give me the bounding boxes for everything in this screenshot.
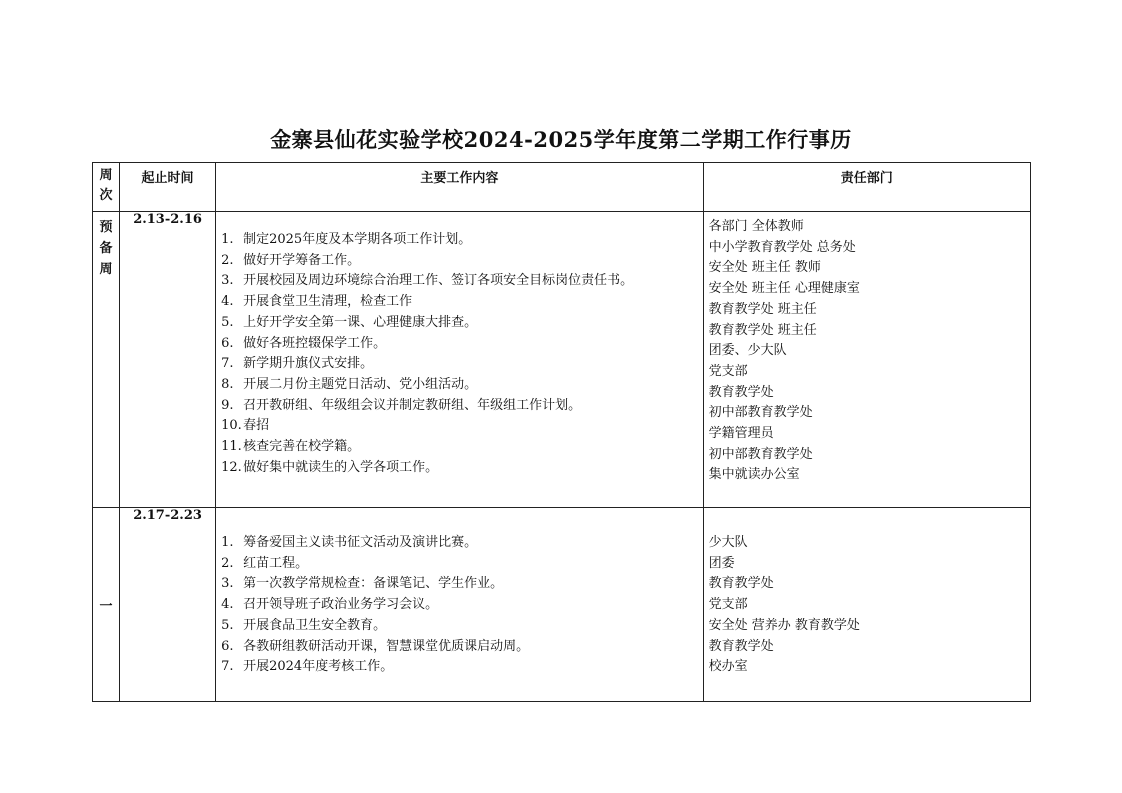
table-row — [93, 508, 1031, 702]
work-item-text: 核查完善在校学籍。 — [243, 439, 361, 455]
work-item-number: 4. — [221, 597, 234, 613]
work-item-number: 1. — [221, 232, 234, 247]
work-item-number: 12. — [221, 459, 242, 475]
date-cell: 2.17-2.23 — [120, 508, 216, 702]
work-item-text: 开展二月份主题党日活动、党小组活动。 — [243, 376, 478, 392]
content-cell — [216, 212, 704, 508]
work-item — [216, 313, 703, 334]
dept-item: 团委、少大队 — [708, 343, 787, 359]
work-item-number: 5. — [221, 617, 234, 633]
work-item-text: 红苗工程。 — [243, 555, 309, 571]
header-week-label: 周 次 — [99, 168, 113, 203]
dept-item: 党支部 — [708, 363, 748, 379]
work-item-number: 4. — [221, 294, 234, 310]
dept-list — [704, 217, 1030, 486]
dept-item: 少大队 — [708, 535, 748, 550]
work-item-text: 开展校园及周边环境综合治理工作、签订各项安全目标岗位责任书。 — [243, 273, 634, 289]
work-item — [216, 354, 703, 375]
dept-item: 安全处 班主任 心理健康室 — [708, 281, 860, 297]
work-item — [216, 396, 703, 417]
work-item — [216, 251, 703, 272]
dept-item: 各部门 全体教师 — [708, 219, 804, 234]
week-label: 预 备 周 — [99, 220, 113, 277]
dept-item: 教育教学处 — [708, 384, 774, 400]
dept-item: 教育教学处 班主任 — [708, 301, 817, 317]
dept-cell — [703, 508, 1030, 702]
table-header-row — [93, 163, 1031, 212]
dept-item: 安全处 班主任 教师 — [708, 260, 821, 276]
work-item-number: 1. — [221, 535, 234, 550]
work-item-number: 6. — [221, 335, 234, 351]
work-item-list — [216, 533, 703, 678]
work-item — [216, 533, 703, 554]
calendar-table — [92, 162, 1031, 702]
dept-list — [704, 533, 1030, 678]
work-item-text: 开展食堂卫生清理，检查工作 — [243, 294, 413, 310]
dept-item: 党支部 — [708, 597, 748, 613]
work-item-number: 3. — [221, 273, 234, 289]
header-date-label: 起止时间 — [141, 171, 194, 186]
work-item-text: 做好各班控辍保学工作。 — [243, 335, 387, 351]
dept-item: 中小学教育教学处 总务处 — [708, 239, 856, 255]
work-item-number: 9. — [221, 397, 234, 413]
work-item — [216, 271, 703, 292]
work-item-number: 6. — [221, 638, 234, 654]
dept-item: 学籍管理员 — [708, 426, 774, 442]
work-item-number: 8. — [221, 376, 234, 392]
dept-item: 教育教学处 班主任 — [708, 322, 817, 338]
work-item-text: 做好集中就读生的入学各项工作。 — [243, 459, 439, 475]
work-item-number: 5. — [221, 314, 234, 330]
work-item-text: 制定2025年度及本学期各项工作计划。 — [243, 232, 472, 247]
header-content-label: 主要工作内容 — [420, 171, 499, 186]
header-dept — [703, 163, 1030, 212]
work-item-text: 开展2024年度考核工作。 — [243, 659, 394, 675]
work-item-number: 3. — [221, 576, 234, 592]
dept-cell — [703, 212, 1030, 508]
work-item — [216, 230, 703, 251]
header-dept-label: 责任部门 — [840, 171, 893, 186]
work-item-number: 2. — [221, 555, 234, 571]
content-cell — [216, 508, 704, 702]
dept-item: 校办室 — [708, 659, 748, 675]
dept-item: 安全处 营养办 教育教学处 — [708, 617, 860, 633]
dept-item: 初中部教育教学处 — [708, 446, 813, 462]
work-item-text: 春招 — [243, 418, 270, 434]
work-item — [216, 437, 703, 458]
work-item-text: 第一次教学常规检查：备课笔记、学生作业。 — [243, 576, 504, 592]
week-cell — [93, 212, 120, 508]
header-content — [216, 163, 704, 212]
work-item — [216, 416, 703, 437]
work-item — [216, 554, 703, 575]
work-item-number: 7. — [221, 356, 234, 372]
work-item — [216, 595, 703, 616]
work-item — [216, 574, 703, 595]
work-item — [216, 657, 703, 678]
dept-item: 教育教学处 — [708, 576, 774, 592]
work-item-number: 11. — [221, 439, 242, 455]
work-item — [216, 616, 703, 637]
work-item-text: 召开教研组、年级组会议并制定教研组、年级组工作计划。 — [243, 397, 582, 413]
work-item-text: 开展食品卫生安全教育。 — [243, 617, 387, 633]
work-item-text: 召开领导班子政治业务学习会议。 — [243, 597, 439, 613]
work-item-number: 10. — [221, 418, 242, 434]
dept-item: 教育教学处 — [708, 638, 774, 654]
work-item — [216, 637, 703, 658]
dept-item: 团委 — [708, 555, 735, 571]
week-cell: 一 — [93, 508, 120, 702]
dept-item: 初中部教育教学处 — [708, 405, 813, 421]
table-row — [93, 212, 1031, 508]
work-item — [216, 375, 703, 396]
work-item — [216, 292, 703, 313]
work-item-text: 做好开学筹备工作。 — [243, 252, 361, 268]
work-item-number: 7. — [221, 659, 234, 675]
work-item-text: 各教研组教研活动开课，智慧课堂优质课启动周。 — [243, 638, 530, 654]
header-date — [120, 163, 216, 212]
work-item — [216, 334, 703, 355]
page-title: 金寨县仙花实验学校2024-2025学年度第二学期工作行事历 — [270, 127, 852, 152]
dept-item: 集中就读办公室 — [708, 467, 800, 483]
work-item-list — [216, 230, 703, 478]
header-week — [93, 163, 120, 212]
work-item-text: 筹备爱国主义读书征文活动及演讲比赛。 — [243, 535, 478, 550]
work-item-text: 上好开学安全第一课、心理健康大排查。 — [243, 314, 478, 330]
work-item-number: 2. — [221, 252, 234, 268]
date-cell: 2.13-2.16 — [120, 212, 216, 508]
work-item-text: 新学期升旗仪式安排。 — [243, 356, 374, 372]
work-item — [216, 458, 703, 479]
